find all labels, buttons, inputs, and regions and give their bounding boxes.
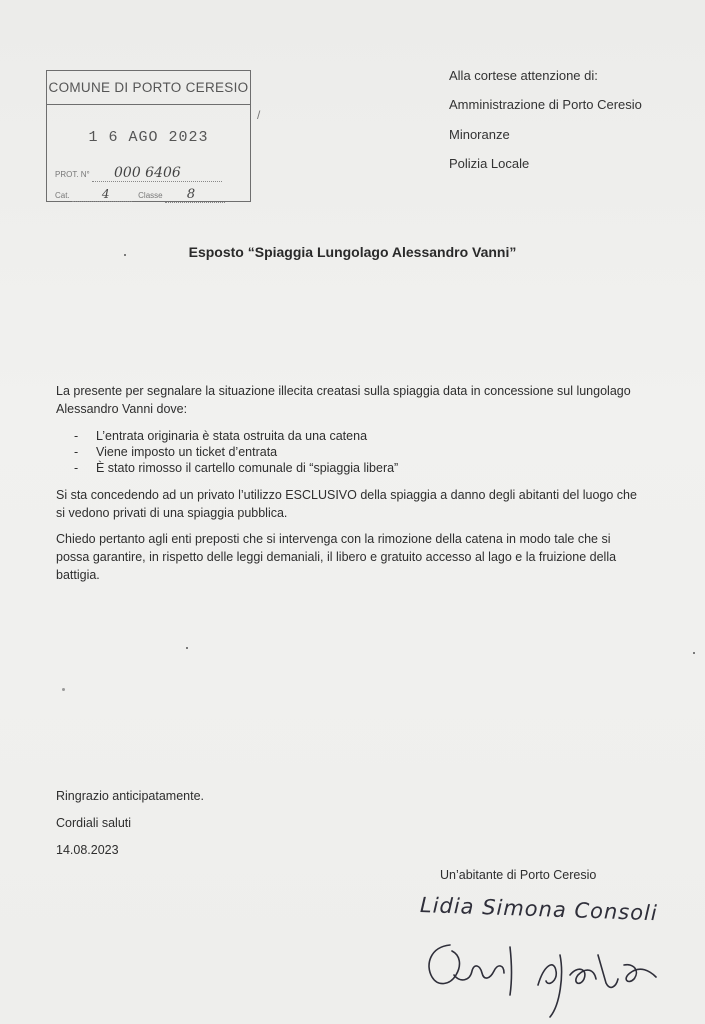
protocol-stamp: [46, 70, 251, 202]
signature-label: Un’abitante di Porto Ceresio: [440, 868, 597, 882]
list-item: - Viene imposto un ticket d’entrata: [74, 445, 278, 459]
stamp-classe-label: Classe: [138, 191, 163, 200]
closing-greeting: Cordiali saluti: [56, 816, 132, 830]
stamp-prot-label: PROT. N°: [55, 170, 90, 179]
issue-list: [74, 428, 398, 476]
stamp-date: 1 6 AGO 2023: [88, 129, 209, 146]
tick-mark: /: [257, 108, 261, 122]
document-subject: Esposto “Spiaggia Lungolago Alessandro Vanni”: [188, 244, 517, 260]
handwritten-name: Lidia Simona Consoli: [419, 893, 659, 926]
stamp-title: COMUNE DI PORTO CERESIO: [47, 71, 250, 105]
speck: [693, 652, 695, 654]
list-item: - L’entrata originaria è stata ostruita da una catena: [74, 429, 368, 443]
speck: [62, 688, 65, 691]
handwritten-signature: [420, 925, 680, 1020]
addressee-item: Minoranze: [449, 127, 510, 142]
stamp-prot-line: [55, 165, 222, 182]
body-paragraph-1: La presente per segnalare la situazione illecita creatasi sulla spiaggia data in concessione sul lungolago Alessandro Vanni dove:: [56, 384, 631, 416]
speck: [124, 254, 126, 256]
body-paragraph-2: Si sta concedendo ad un privato l’utilizzo ESCLUSIVO della spiaggia a danno degli abitanti del luogo che si vedono privati di una spiaggia pubblica.: [56, 488, 637, 520]
stamp-cat-value: 4: [101, 187, 110, 201]
addressee-item: Polizia Locale: [449, 156, 530, 171]
stamp-prot-value: 000 6406: [114, 165, 181, 181]
stamp-cat-line: [55, 187, 225, 203]
addressee-intro: Alla cortese attenzione di:: [449, 68, 598, 83]
stamp-cat-label: Cat.: [55, 191, 70, 200]
speck: [186, 647, 188, 649]
list-item: - È stato rimosso il cartello comunale di “spiaggia libera”: [74, 461, 399, 475]
addressee-item: Amministrazione di Porto Ceresio: [449, 97, 642, 112]
stamp-classe-value: 8: [186, 187, 196, 202]
body-paragraph-3: Chiedo pertanto agli enti preposti che si intervenga con la rimozione della catena in modo tale che si possa garantire, in rispetto delle leggi demaniali, il libero e gratuito accesso al lago e la fruizione della battigia.: [56, 532, 617, 582]
closing-thanks: Ringrazio anticipatamente.: [56, 789, 204, 803]
closing-date: 14.08.2023: [56, 843, 119, 857]
